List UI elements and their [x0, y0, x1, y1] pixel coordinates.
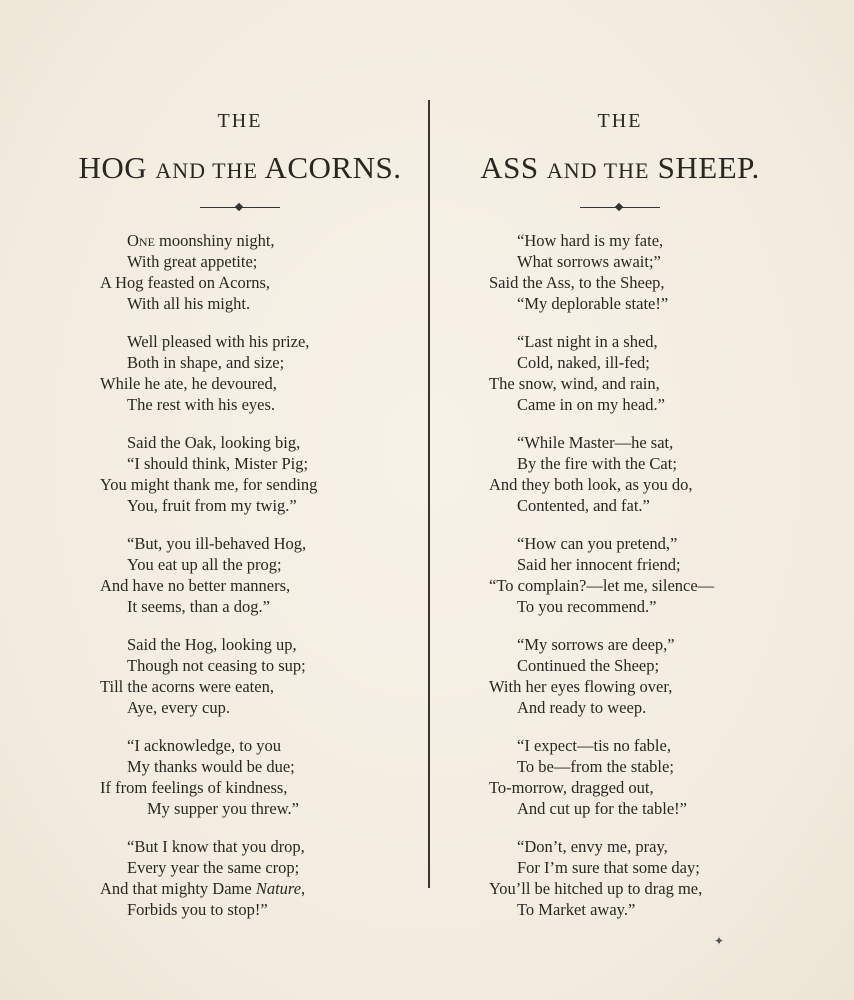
verse-line: Forbids you to stop!”: [127, 900, 268, 919]
verse-line: You, fruit from my twig.”: [127, 496, 297, 515]
verse-line: “To complain?—let me, silence—: [489, 576, 715, 595]
verse-line: Both in shape, and size;: [127, 353, 285, 372]
verse-line: Contented, and fat.”: [517, 496, 650, 515]
verse-line: It seems, than a dog.”: [127, 597, 270, 616]
right-stanzas: [450, 230, 790, 920]
left-title-word-3: ACORNS.: [264, 150, 402, 185]
stanza: [450, 533, 790, 617]
stanza: [60, 735, 420, 819]
verse-line: Said the Ass, to the Sheep,: [489, 273, 665, 292]
left-title-word-2: AND THE: [155, 158, 258, 183]
verse-line: One moonshiny night,: [127, 231, 275, 250]
verse-line: My supper you threw.”: [147, 799, 299, 818]
verse-line: Though not ceasing to sup;: [127, 656, 306, 675]
right-title-word-3: SHEEP.: [657, 150, 760, 185]
stanza: [60, 634, 420, 718]
ink-speck: ✦: [714, 934, 725, 948]
verse-line: Continued the Sheep;: [517, 656, 660, 675]
verse-line: To be—from the stable;: [517, 757, 674, 776]
verse-line: You might thank me, for sending: [100, 475, 318, 494]
stanza: [60, 533, 420, 617]
left-title-word-1: HOG: [78, 150, 148, 185]
verse-line: To Market away.”: [517, 900, 636, 919]
hog-poem-column: [60, 108, 420, 937]
verse-line: The snow, wind, and rain,: [489, 374, 660, 393]
verse-line: And that mighty Dame Nature,: [100, 879, 306, 898]
verse-line: By the fire with the Cat;: [517, 454, 677, 473]
right-title-word-2: AND THE: [546, 158, 650, 183]
verse-line: Aye, every cup.: [127, 698, 230, 717]
verse-line: And they both look, as you do,: [489, 475, 693, 494]
verse-line: “I acknowledge, to you: [127, 736, 281, 755]
stanza: [60, 836, 420, 920]
verse-line: If from feelings of kindness,: [100, 778, 288, 797]
verse-line: Said the Hog, looking up,: [127, 635, 297, 654]
verse-line: And cut up for the table!”: [517, 799, 687, 818]
verse-line: “Last night in a shed,: [517, 332, 658, 351]
verse-line: “How hard is my fate,: [517, 231, 664, 250]
verse-line: Said her innocent friend;: [517, 555, 681, 574]
right-title-word-1: ASS: [480, 150, 539, 185]
verse-line: “While Master—he sat,: [517, 433, 674, 452]
verse-line: Well pleased with his prize,: [127, 332, 310, 351]
verse-line: “I should think, Mister Pig;: [127, 454, 309, 473]
verse-line: And have no better manners,: [100, 576, 291, 595]
verse-line: “I expect—tis no fable,: [517, 736, 671, 755]
verse-line: Said the Oak, looking big,: [127, 433, 301, 452]
verse-line: To you recommend.”: [517, 597, 657, 616]
verse-line: The rest with his eyes.: [127, 395, 276, 414]
right-title-the: THE: [597, 110, 643, 132]
verse-line: You’ll be hitched up to drag me,: [489, 879, 703, 898]
verse-line: And ready to weep.: [517, 698, 647, 717]
verse-line: “But, you ill-behaved Hog,: [127, 534, 307, 553]
verse-line: What sorrows await;”: [517, 252, 661, 271]
verse-line: “My sorrows are deep,”: [517, 635, 675, 654]
right-poem-title: [450, 148, 790, 188]
verse-line: Cold, naked, ill-fed;: [517, 353, 650, 372]
stanza: [60, 230, 420, 314]
verse-line: “But I know that you drop,: [127, 837, 305, 856]
verse-line: My thanks would be due;: [127, 757, 295, 776]
left-title-the: THE: [217, 110, 263, 132]
verse-line: “Don’t, envy me, pray,: [517, 837, 668, 856]
stanza: [450, 331, 790, 415]
ass-poem-column: [450, 108, 790, 937]
stanza: [450, 634, 790, 718]
left-title-ornament: [200, 204, 280, 212]
verse-line: To-morrow, dragged out,: [489, 778, 654, 797]
left-poem-title: [60, 148, 420, 188]
verse-line: With her eyes flowing over,: [489, 677, 673, 696]
verse-line: With great appetite;: [127, 252, 258, 271]
verse-line: Till the acorns were eaten,: [100, 677, 274, 696]
verse-line: “My deplorable state!”: [517, 294, 669, 313]
stanza: [450, 230, 790, 314]
verse-line: For I’m sure that some day;: [517, 858, 700, 877]
verse-line: While he ate, he devoured,: [100, 374, 277, 393]
stanza: [60, 331, 420, 415]
left-stanzas: [60, 230, 420, 920]
verse-line: A Hog feasted on Acorns,: [100, 273, 271, 292]
verse-line: “How can you pretend,”: [517, 534, 678, 553]
verse-line: Came in on my head.”: [517, 395, 666, 414]
verse-line: With all his might.: [127, 294, 251, 313]
stanza: [450, 432, 790, 516]
right-title-ornament: [580, 204, 660, 212]
stanza: [60, 432, 420, 516]
verse-line: You eat up all the prog;: [127, 555, 282, 574]
stanza: [450, 735, 790, 819]
column-divider: [428, 100, 430, 888]
verse-line: Every year the same crop;: [127, 858, 300, 877]
stanza: [450, 836, 790, 920]
